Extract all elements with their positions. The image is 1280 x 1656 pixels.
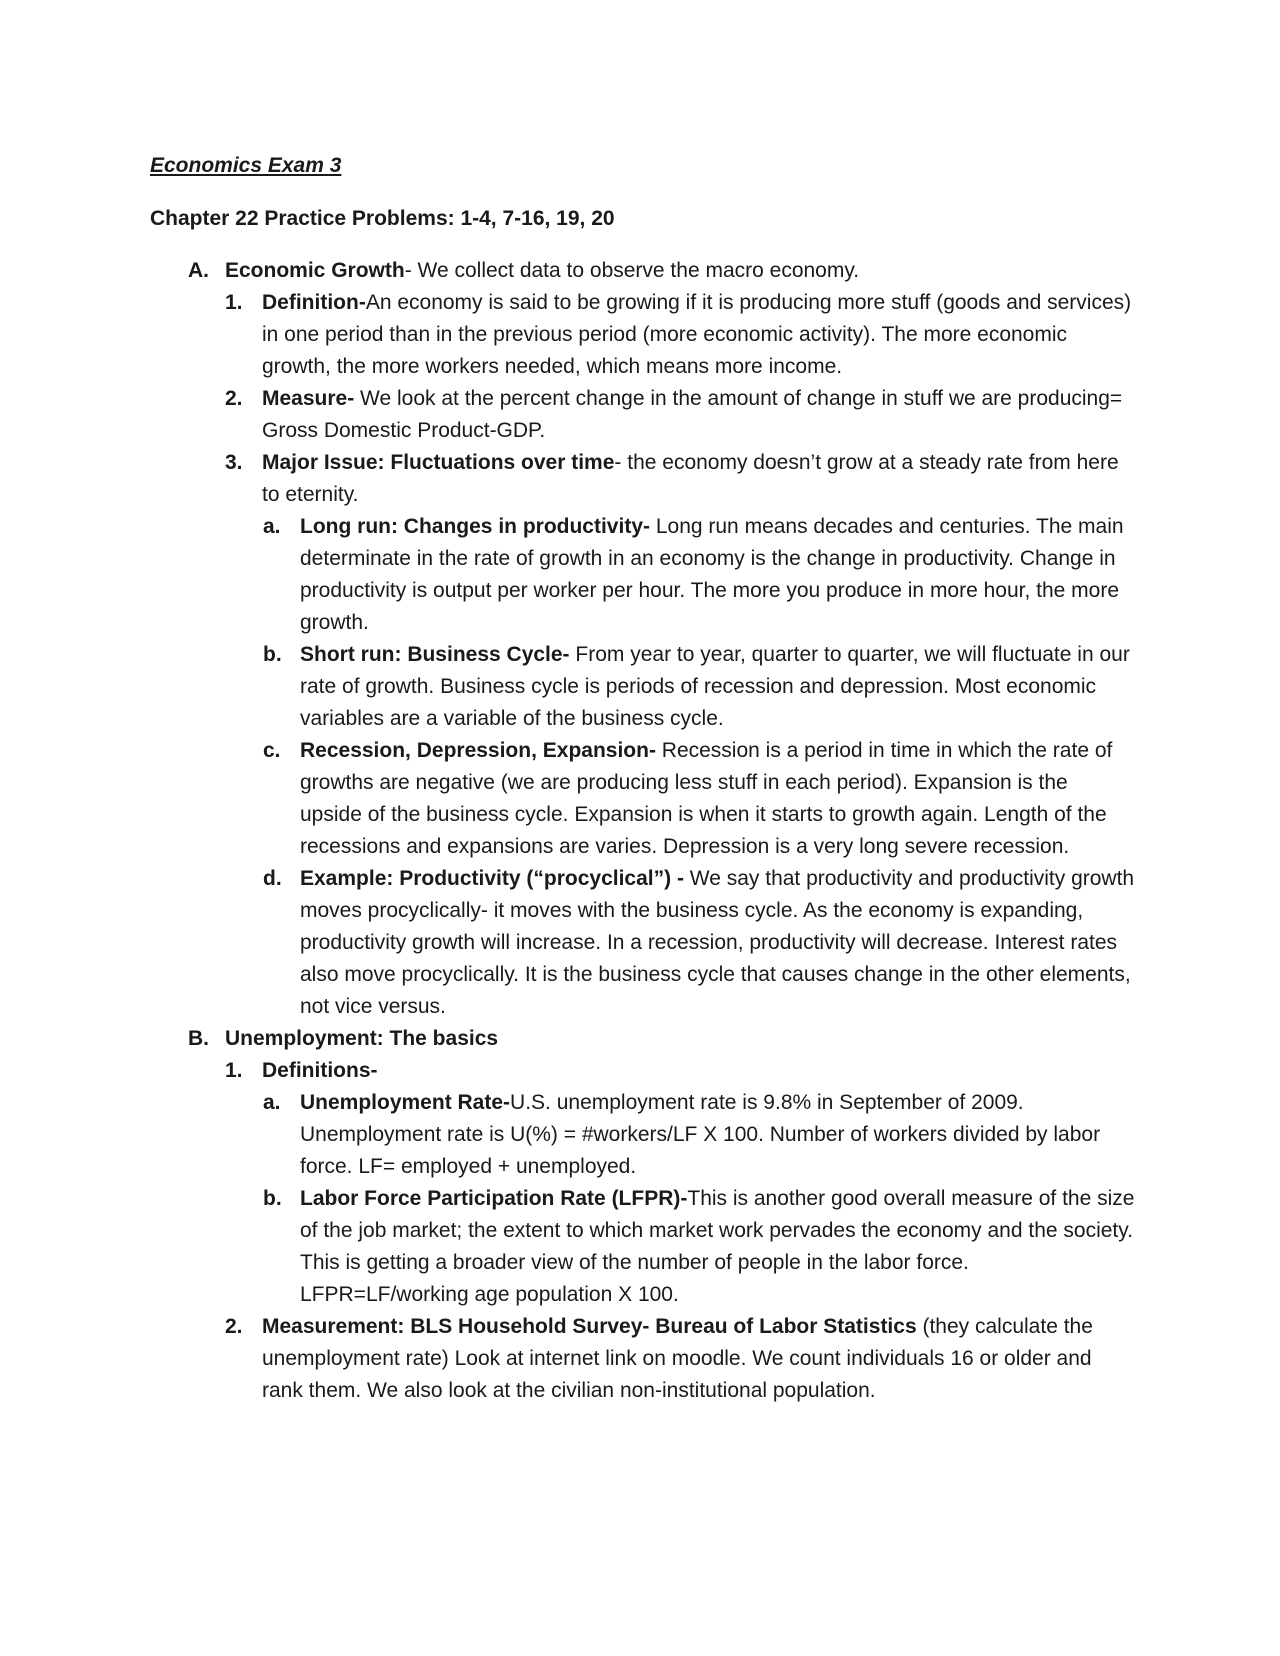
list-item-text: This is another good overall measure of the size of the job market; the extent to which market work pervades the economy and the society. This is getting a broader view of the number of people in the labor force. LFPR=LF/working age population X 100. [300,1187,1135,1306]
list-item-a3b [150,639,1135,735]
list-item-marker: 3. [225,451,243,474]
list-item-text: U.S. unemployment rate is 9.8% in September of 2009. Unemployment rate is U(%) = #workers/LF X 100. Number of workers divided by labor force. LF= employed + unemployed. [300,1091,1101,1178]
section-a-text: - We collect data to observe the macro economy. [404,259,860,282]
list-item-heading: Recession, Depression, Expansion- [300,739,656,762]
list-item-text: An economy is said to be growing if it is producing more stuff (goods and services) in one period than in the previous period (more economic activity). The more economic growth, the more workers needed, which means more income. [262,291,1132,378]
list-item-marker: d. [263,867,282,890]
list-item-marker: 1. [225,1059,243,1082]
list-item-heading: Short run: Business Cycle- [300,643,570,666]
list-item-marker: b. [263,1187,282,1210]
list-item-marker: c. [263,739,281,762]
list-item-text: Recession is a period in time in which the rate of growths are negative (we are producing less stuff in each period). Expansion is the upside of the business cycle. Expansion is when it starts to growth again. Length of the recessions and expansions are varies. Depression is a very long severe recession. [300,739,1113,858]
list-item-a3d [150,863,1135,1023]
list-item-b1b [150,1183,1135,1311]
list-item-a3 [150,447,1135,511]
list-item-text: Long run means decades and centuries. The main determinate in the rate of growth in an economy is the change in productivity. Change in productivity is output per worker per hour. The more you produce in more hour, the more growth. [300,515,1124,634]
list-item-heading: Measure- [262,387,355,410]
list-item-marker: 2. [225,1315,243,1338]
list-item-heading: Major Issue: Fluctuations over time [262,451,615,474]
document-title: Economics Exam 3 [150,154,342,177]
list-item-heading: Definition- [262,291,366,314]
list-item-text: (they calculate the unemployment rate) Look at internet link on moodle. We count individuals 16 or older and rank them. We also look at the civilian non-institutional population. [262,1315,1093,1402]
list-item-marker: a. [263,515,281,538]
list-item-heading: Example: Productivity (“procyclical”) - [300,867,684,890]
list-item-b1a [150,1087,1135,1183]
section-a-marker: A. [188,259,209,282]
list-item-text: We say that productivity and productivity growth moves procyclically- it moves with the business cycle. As the economy is expanding, productivity growth will increase. In a recession, productivity will decrease. Interest rates also move procyclically. It is the business cycle that causes change in the other elements, not vice versus. [300,867,1135,1018]
list-item-heading: Long run: Changes in productivity- [300,515,650,538]
section-b [150,1023,1135,1055]
list-item-a2 [150,383,1135,447]
list-item-marker: 1. [225,291,243,314]
list-item-marker: b. [263,643,282,666]
list-item-heading: Labor Force Participation Rate (LFPR)- [300,1187,688,1210]
document-subtitle: Chapter 22 Practice Problems: 1-4, 7-16, 19, 20 [150,207,615,230]
list-item-a1 [150,287,1135,383]
section-b-marker: B. [188,1027,209,1050]
list-item-text: - the economy doesn’t grow at a steady rate from here to eternity. [262,451,1119,506]
list-item-a3c [150,735,1135,863]
list-item-a3a [150,511,1135,639]
list-item-heading: Unemployment Rate- [300,1091,511,1114]
list-item-heading: Definitions- [262,1059,378,1082]
list-item-text: From year to year, quarter to quarter, we will fluctuate in our rate of growth. Business cycle is periods of recession and depression. Most economic variables are a variable of the business cycle. [300,643,1130,730]
list-item-heading: Measurement: BLS Household Survey- Bureau of Labor Statistics [262,1315,917,1338]
section-a-heading: Economic Growth [225,259,405,282]
section-b-heading: Unemployment: The basics [225,1027,499,1050]
list-item-marker: a. [263,1091,281,1114]
list-item-text: We look at the percent change in the amount of change in stuff we are producing= Gross Domestic Product-GDP. [262,387,1123,442]
section-a [150,255,1135,287]
document-body [150,150,1135,1407]
list-item-marker: 2. [225,387,243,410]
list-item-b2 [150,1311,1135,1407]
list-item-b1 [150,1055,1135,1087]
